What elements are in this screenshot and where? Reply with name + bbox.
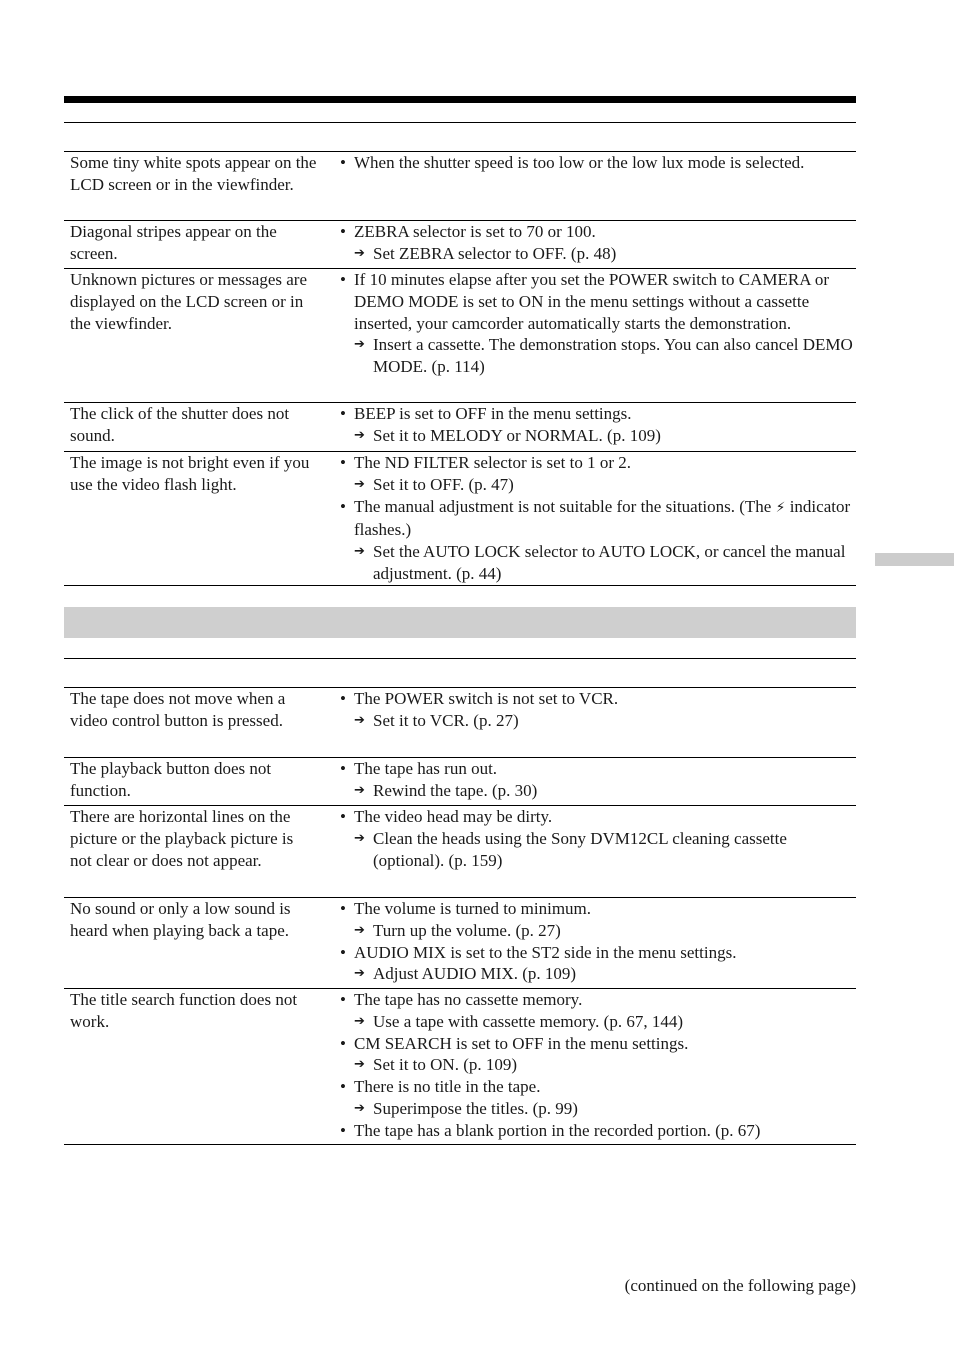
arrow-right-icon: ➔ [354, 427, 365, 443]
table-row [64, 152, 856, 221]
fix-text: Clean the heads using the Sony DVM12CL cleaning cassette (optional). (p. 159) [373, 828, 787, 870]
arrow-right-icon: ➔ [354, 1100, 365, 1116]
table-row [64, 758, 856, 806]
top-thick-rule [64, 96, 856, 103]
symptom-cell: The image is not bright even if you use the video flash light. [70, 453, 310, 494]
fix-text: Set it to VCR. (p. 27) [373, 710, 519, 730]
symptom-cell: Some tiny white spots appear on the LCD screen or in the viewfinder. [70, 153, 317, 194]
remedy-cell [340, 269, 860, 378]
cause-item [340, 898, 860, 920]
remedy-cell [340, 452, 860, 585]
arrow-right-icon: ➔ [354, 966, 365, 982]
cause-text: The tape has no cassette memory. [354, 990, 583, 1009]
cause-text: indicator flashes.) [354, 496, 851, 540]
section2-table [64, 688, 856, 1145]
bullet-icon: • [340, 153, 346, 172]
fix-item [340, 780, 860, 802]
fix-text: Set it to ON. (p. 109) [373, 1055, 518, 1075]
cause-item [340, 452, 860, 474]
cause-item [340, 688, 860, 710]
section1-table [64, 152, 856, 586]
cause-item [340, 221, 860, 243]
symptom-cell: Unknown pictures or messages are displayed on the LCD screen or in the viewfinder. [70, 270, 307, 333]
cause-item [340, 152, 860, 174]
remedy-cell [340, 403, 860, 447]
symptom-cell: The tape does not move when a video control button is pressed. [70, 689, 286, 730]
table-row [64, 221, 856, 269]
cause-text: If 10 minutes elapse after you set the POWER switch to CAMERA or DEMO MODE is set to ON in the menu settings without a cassette inserted, your camcorder automatically starts the demonstration. [354, 270, 829, 333]
table-row [64, 989, 856, 1145]
bullet-icon: • [340, 270, 346, 289]
symptom-cell: The playback button does not function. [70, 759, 272, 800]
bullet-icon: • [340, 942, 346, 962]
remedy-cell [340, 806, 860, 871]
continued-note: (continued on the following page) [624, 1276, 856, 1295]
cause-text: The tape has run out. [354, 759, 498, 778]
fix-item [340, 334, 860, 378]
arrow-right-icon: ➔ [354, 1057, 365, 1073]
remedy-cell [340, 989, 860, 1142]
bullet-icon: • [340, 1120, 346, 1140]
bullet-icon: • [340, 496, 346, 516]
cause-item [340, 269, 860, 334]
fix-item [340, 828, 860, 872]
bullet-icon: • [340, 1033, 346, 1053]
bullet-icon: • [340, 759, 346, 778]
cause-item [340, 1033, 860, 1055]
fix-text: Set the AUTO LOCK selector to AUTO LOCK, or cancel the manual adjustment. (p. 44) [373, 542, 846, 583]
bullet-icon: • [340, 990, 346, 1009]
fix-item [340, 1011, 860, 1033]
table-row [64, 269, 856, 403]
bullet-icon: • [340, 404, 346, 423]
cause-item [340, 806, 860, 828]
bullet-icon: • [340, 899, 346, 918]
chapter-side-tab [875, 553, 954, 566]
table-row [64, 688, 856, 758]
fix-item [340, 541, 860, 585]
symptom-cell: No sound or only a low sound is heard when playing back a tape. [70, 899, 291, 940]
fix-item [340, 474, 860, 496]
cause-item [340, 758, 860, 780]
cause-text: The ND FILTER selector is set to 1 or 2. [354, 453, 631, 472]
cause-text: The POWER switch is not set to VCR. [354, 689, 619, 708]
arrow-right-icon: ➔ [354, 245, 365, 261]
fix-text: Superimpose the titles. (p. 99) [373, 1098, 578, 1118]
cause-item [340, 989, 860, 1011]
cause-item [340, 942, 860, 964]
arrow-right-icon: ➔ [354, 544, 365, 560]
fix-item [340, 963, 860, 985]
arrow-right-icon: ➔ [354, 830, 365, 846]
fix-text: Set it to OFF. (p. 47) [373, 474, 514, 494]
bullet-icon: • [340, 807, 346, 826]
cause-text: When the shutter speed is too low or the low lux mode is selected. [354, 153, 805, 172]
arrow-right-icon: ➔ [354, 782, 365, 798]
table-row [64, 806, 856, 898]
fix-text: Adjust AUDIO MIX. (p. 109) [373, 964, 577, 984]
section2-header-rule [64, 658, 856, 659]
bullet-icon: • [340, 1077, 346, 1097]
symptom-cell: The title search function does not work. [70, 990, 298, 1031]
remedy-cell [340, 758, 860, 802]
fix-text: Set ZEBRA selector to OFF. (p. 48) [373, 243, 617, 263]
cause-text: ZEBRA selector is set to 70 or 100. [354, 222, 596, 241]
arrow-right-icon: ➔ [354, 476, 365, 492]
cause-item [340, 1076, 860, 1098]
section1-header-rule [64, 122, 856, 123]
remedy-cell [340, 688, 860, 732]
fix-text: Insert a cassette. The demonstration stops. You can also cancel DEMO MODE. (p. 114) [373, 335, 853, 377]
arrow-right-icon: ➔ [354, 337, 365, 353]
bullet-icon: • [340, 689, 346, 708]
fix-item [340, 425, 860, 447]
remedy-cell [340, 898, 860, 985]
fix-item [340, 710, 860, 732]
cause-text: The manual adjustment is not suitable for the situations. (The [354, 496, 776, 516]
remedy-cell [340, 221, 860, 265]
table-row [64, 452, 856, 586]
cause-item [340, 403, 860, 425]
flash-indicator-icon: ⚡ [775, 499, 786, 516]
fix-text: Turn up the volume. (p. 27) [373, 920, 561, 940]
arrow-right-icon: ➔ [354, 712, 365, 728]
cause-item [340, 496, 860, 542]
cause-text: The tape has a blank portion in the recorded portion. (p. 67) [354, 1120, 761, 1140]
cause-text: The volume is turned to minimum. [354, 899, 592, 918]
section2-heading-bar [64, 607, 856, 638]
cause-item [340, 1120, 860, 1142]
table-row [64, 403, 856, 452]
fix-item [340, 920, 860, 942]
fix-item [340, 1098, 860, 1120]
cause-text: The video head may be dirty. [354, 807, 553, 826]
table-row [64, 898, 856, 989]
bullet-icon: • [340, 453, 346, 472]
symptom-cell: There are horizontal lines on the picture or the playback picture is not clear or does not appear. [70, 807, 294, 870]
fix-item [340, 1054, 860, 1076]
fix-text: Use a tape with cassette memory. (p. 67, 144) [373, 1011, 684, 1031]
cause-text: There is no title in the tape. [354, 1077, 541, 1097]
arrow-right-icon: ➔ [354, 922, 365, 938]
cause-text: AUDIO MIX is set to the ST2 side in the menu settings. [354, 942, 737, 962]
arrow-right-icon: ➔ [354, 1013, 365, 1029]
remedy-cell [340, 152, 860, 174]
cause-text: BEEP is set to OFF in the menu settings. [354, 404, 632, 423]
fix-text: Set it to MELODY or NORMAL. (p. 109) [373, 425, 661, 445]
symptom-cell: Diagonal stripes appear on the screen. [70, 222, 277, 263]
bullet-icon: • [340, 222, 346, 241]
cause-text: CM SEARCH is set to OFF in the menu settings. [354, 1033, 689, 1053]
fix-item [340, 243, 860, 265]
fix-text: Rewind the tape. (p. 30) [373, 780, 538, 800]
symptom-cell: The click of the shutter does not sound. [70, 404, 290, 445]
